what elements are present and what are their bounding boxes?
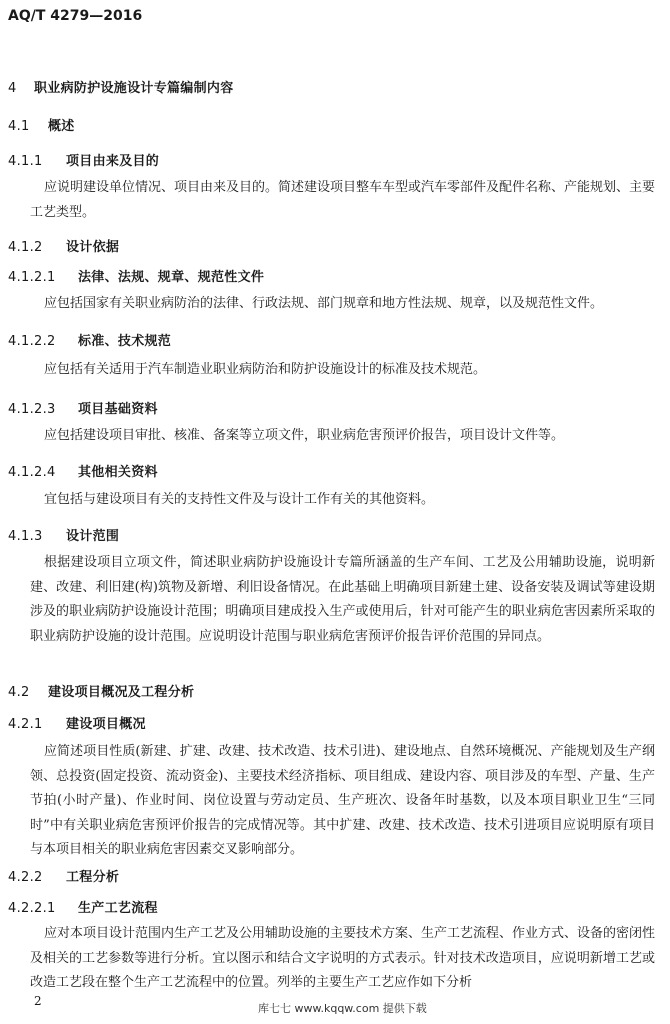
section-4-heading (8, 77, 234, 96)
section-number: 4 (8, 81, 17, 96)
paragraph-4-1-3: 根据建设项目立项文件，简述职业病防护设施设计专篇所涵盖的生产车间、工艺及公用辅助设施，说明新建、改建、利旧建(构)筑物及新增、利旧设备情况。在此基础上明确项目新建土建、设备安装及调试等建设期涉及的职业病防护设施设计范围；明确项目建成投入生产或使用后，针对可能产生的职业病危害因素所采取的职业病防护设施的设计范围。应说明设计范围与职业病危害预评价报告评价范围的异同点。 (30, 555, 655, 644)
section-4-1-2-1-heading (8, 266, 264, 285)
section-title: 项目基础资料 (78, 402, 158, 417)
section-4-1-2-heading (8, 236, 119, 255)
section-number: 4.2 (8, 685, 30, 700)
section-4-1-2-4-heading (8, 461, 158, 480)
section-number: 4.1.2.2 (8, 334, 56, 349)
section-title: 建设项目概况 (66, 717, 146, 732)
section-number: 4.1.2 (8, 240, 43, 255)
section-number: 4.1.2.4 (8, 465, 56, 480)
section-4-2-heading (8, 681, 194, 700)
section-number: 4.1.2.1 (8, 270, 56, 285)
section-title: 生产工艺流程 (78, 901, 158, 916)
section-4-2-2-1-heading (8, 897, 158, 916)
paragraph-4-1-2-2: 应包括有关适用于汽车制造业职业病防治和防护设施设计的标准及技术规范。 (44, 362, 487, 377)
paragraph-4-1-2-1: 应包括国家有关职业病防治的法律、行政法规、部门规章和地方性法规、规章，以及规范性文件。 (44, 296, 604, 311)
section-number: 4.1.2.3 (8, 402, 56, 417)
section-number: 4.2.2 (8, 870, 43, 885)
section-4-2-1-heading (8, 713, 146, 732)
paragraph-4-1-2-3: 应包括建设项目审批、核准、备案等立项文件，职业病危害预评价报告，项目设计文件等。 (44, 428, 565, 443)
section-number: 4.2.2.1 (8, 901, 56, 916)
section-title: 项目由来及目的 (66, 154, 160, 169)
section-title: 设计依据 (66, 240, 120, 255)
standard-code-header: AQ/T 4279—2016 (8, 8, 143, 24)
section-4-2-2-heading (8, 866, 119, 885)
section-title: 设计范围 (66, 529, 120, 544)
paragraph-4-2-2-1: 应对本项目设计范围内生产工艺及公用辅助设施的主要技术方案、生产工艺流程、作业方式、设备的密闭性及相关的工艺参数等进行分析。宜以图示和结合文字说明的方式表示。针对技术改造项目，应说明新增工艺或改造工艺段在整个生产工艺流程中的位置。列举的主要生产工艺应作如下分析 (30, 926, 655, 991)
section-title: 职业病防护设施设计专篇编制内容 (34, 81, 234, 96)
page-number: 2 (34, 994, 42, 1008)
section-title: 概述 (48, 119, 75, 134)
section-4-1-heading (8, 115, 75, 134)
paragraph-4-1-1: 应说明建设单位情况、项目由来及目的。简述建设项目整车车型或汽车零部件及配件名称、产能规划、主要工艺类型。 (30, 180, 656, 220)
section-4-1-2-2-heading (8, 330, 171, 349)
section-title: 工程分析 (66, 870, 120, 885)
section-number: 4.1 (8, 119, 30, 134)
paragraph-4-2-1: 应简述项目性质(新建、扩建、改建、技术改造、技术引进)、建设地点、自然环境概况、产能规划及生产纲领、总投资(固定投资、流动资金)、主要技术经济指标、项目组成、建设内容、项目涉及的车型、产量、生产节拍(小时产量)、作业时间、岗位设置与劳动定员、生产班次、设备年时基数，以及本项目职业卫生“三同时”中有关职业病危害预评价报告的完成情况等。其中扩建、改建、技术改造、技术引进项目应说明原有项目与本项目相关的职业病危害因素交叉影响部分。 (30, 744, 655, 858)
paragraph-4-1-2-4: 宜包括与建设项目有关的支持性文件及与设计工作有关的其他资料。 (44, 492, 435, 507)
section-4-1-1-heading (8, 150, 159, 169)
section-title: 标准、技术规范 (78, 334, 172, 349)
section-4-1-2-3-heading (8, 398, 158, 417)
section-title: 建设项目概况及工程分析 (48, 685, 195, 700)
section-number: 4.1.3 (8, 529, 43, 544)
section-title: 其他相关资料 (78, 465, 158, 480)
download-watermark: 库七七 www.kqqw.com 提供下载 (258, 1002, 427, 1015)
section-title: 法律、法规、规章、规范性文件 (78, 270, 265, 285)
section-number: 4.2.1 (8, 717, 43, 732)
section-number: 4.1.1 (8, 154, 43, 169)
section-4-1-3-heading (8, 525, 119, 544)
